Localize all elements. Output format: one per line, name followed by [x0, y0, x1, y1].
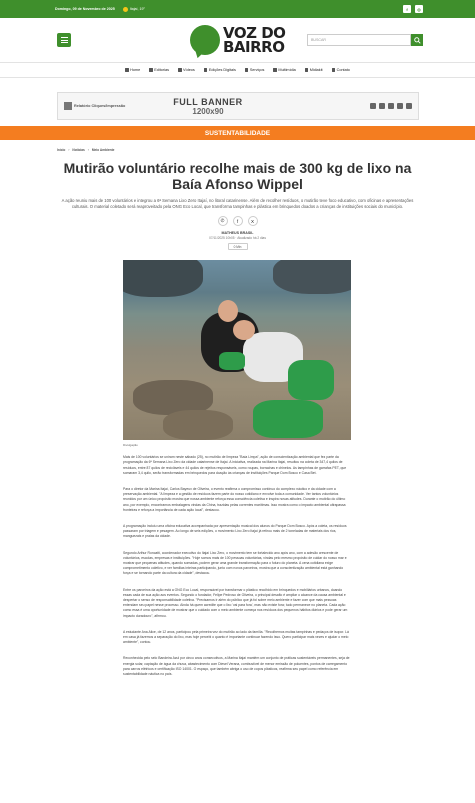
- nav-item-videos[interactable]: [178, 68, 195, 72]
- logo-line-1: VOZ DO: [223, 24, 286, 42]
- search-bar: [307, 34, 423, 46]
- top-bar: [0, 0, 475, 18]
- site-header: [0, 18, 475, 62]
- banner-title: FULL BANNER: [173, 96, 243, 107]
- photo-detail: [123, 260, 203, 297]
- nav-item-servicos[interactable]: [245, 68, 265, 72]
- article-subtitle: A ação reuniu mais de 100 voluntários e integrou a 6ª Semana Lixo Zero Itajaí, no litoral catarinense. Além de recolher resíduos, o mutirão teve foco educativo, com oficinas e apresentações culturais. O material coletado será reaproveitado pela ONG Eco Local, que transforma tampinhas e plástica em brinquedos doados a crianças de instituições sociais do município.: [61, 198, 414, 209]
- mobile-icon: [406, 103, 412, 109]
- play-icon: [178, 68, 182, 72]
- article-paragraph: Segundo Arthur Roncatti, coordenador executivo do Itajaí Lixo Zero, o movimento tem se fortalecido ano após ano, com a adesão crescente de voluntários, escolas, empresas e instituições. "Hoje somos mais de 100 pessoas voluntárias, vindas pelo mesmo propósito de cuidar do nosso mar e mostrar que pequenas atitudes, quando somadas, podem gerar uma grande transformação para o futuro do planeta. A cena cotidiana exige comprometimento coletivo, e ver famílias inteiras participando, junto com novos parceiros, mostra que a conscientização ambiental está ganhando força e se tornando parte da cultura da cidade", destacou.: [123, 550, 347, 576]
- article-photo[interactable]: [123, 260, 351, 440]
- whatsapp-icon[interactable]: ✆: [218, 216, 228, 226]
- nav-item-edicoes[interactable]: [204, 68, 236, 72]
- photo-detail: [163, 410, 233, 440]
- logo-line-2: BAIRRO: [223, 38, 285, 56]
- ad-banner[interactable]: [57, 92, 419, 120]
- hamburger-menu-button[interactable]: [57, 33, 71, 47]
- photo-detail: [219, 352, 245, 370]
- nav-label: Contato: [336, 68, 350, 72]
- article-title: Mutirão voluntário recolhe mais de 300 kg de lixo na Baía Afonso Wippel: [63, 160, 412, 192]
- speech-bubble-icon: [190, 25, 220, 55]
- article-byline: [0, 231, 475, 250]
- publish-date: 07/11/2025 10h05 · Atualizado há 2 dias: [209, 236, 266, 241]
- nav-label: Edições Digitais: [208, 68, 236, 72]
- weather-text: Itajaí, 19°: [129, 7, 145, 11]
- banner-format-icons: [370, 103, 412, 109]
- facebook-icon[interactable]: f: [403, 5, 411, 13]
- article-paragraph: A estudante Ana Alice, de 12 anos, participou pela primeira vez do mutirão ao lado da família. "Recolhemos muitas tampinhas e pedaços de isopor. Lá em casa já fazemos a separação do lixo, mas hoje percebi o quanto é importante continuar fazendo isso. Quero participar mais vezes e ajudar o meio ambiente", contou.: [123, 629, 349, 645]
- nav-label: Home: [130, 68, 141, 72]
- sun-icon: [123, 7, 128, 12]
- menu-line: [61, 40, 68, 41]
- category-bar[interactable]: SUSTENTABILIDADE: [0, 126, 475, 140]
- book-icon: [204, 68, 208, 72]
- author-name[interactable]: MATHEUS BRASIL: [221, 231, 254, 236]
- breadcrumb-news[interactable]: Notícias: [72, 148, 85, 152]
- report-link[interactable]: [64, 102, 125, 110]
- nav-label: Vídeos: [183, 68, 195, 72]
- nav-label: Multimídia: [278, 68, 296, 72]
- weather-widget: [123, 7, 145, 12]
- audio-icon: [397, 103, 403, 109]
- share-buttons: [0, 216, 475, 226]
- article-paragraph: Para o diretor da Marina Itajaí, Carlos Bayeux de Oliveira, o evento reafirma o compromisso contínuo do complexo náutico e da cidade com a preservação ambiental. "A limpeza e a gestão de resíduos fazem parte do nosso cotidiano e envolve toda a comunidade. Ver tantos voluntários reunidos por um único propósito mostra que nossa ambiente reforça essa consciência coletiva e inspira novas atitudes. Durante o mutirão do último ano, por exemplo, encontramos embalagens vindas da China, trazidas pelas correntes marítimas. Isso mostra como o impacto ambiental ultrapassa fronteiras e reforça a importância de cada ação local", destacou.: [123, 487, 346, 512]
- search-icon: [414, 37, 421, 44]
- search-input[interactable]: BUSCAR: [307, 34, 411, 46]
- x-share-icon[interactable]: X: [248, 216, 258, 226]
- instagram-icon[interactable]: ◎: [415, 5, 423, 13]
- phone-icon: [332, 68, 336, 72]
- logo-text: [223, 26, 285, 54]
- social-links: [403, 5, 423, 13]
- nav-item-contato[interactable]: [332, 68, 350, 72]
- breadcrumb-home[interactable]: Início: [57, 148, 66, 152]
- nav-label: Serviços: [249, 68, 265, 72]
- banner-placeholder: [173, 97, 242, 116]
- menu-line: [61, 42, 68, 43]
- video-icon: [379, 103, 385, 109]
- nav-item-multimidia[interactable]: [273, 68, 295, 72]
- breadcrumb-separator: ›: [68, 148, 70, 152]
- article-paragraph: Reconhecida pelo selo Bandeira Azul por cinco anos consecutivos, a Marina Itajaí mantém um conjunto de práticas sustentáveis permanentes, seja de energia solar, captação de água da chuva, abastecimento com Diesel Verana, combustível de menor emissão de poluentes, pontos de carregamento para carros elétricos e certificação ISO 14001. O espaço, que também abriga o uso de copos plásticos, reafirma seu papel como referência em sustentabilidade náutica no país.: [123, 656, 350, 677]
- breadcrumb: [0, 140, 475, 152]
- photo-detail: [253, 400, 323, 438]
- photo-detail: [288, 360, 334, 400]
- home-icon: [125, 68, 129, 72]
- article-paragraph: Entre os parceiros da ação está a ONG Eco Local, responsável por transformar o plástico recolhido em brinquedos e mobiliários urbanos, doando essas cada de sua ação aos eventos. Segundo o fundador, Felipe Pedroso de Oliveira, o principal desafio é ampliar o alcance da causa ambiental e despertar o senso de responsabilidade coletiva. "Precisamos ir além do público que já foi sobre meio ambiente e fazer com que mais pessoas entendam seu papel nesse processo. Ainda há quem acredite que o lixo 'vai para fora', mas não existe fora; tudo permanece no planeta. Cada ação como essa é uma oportunidade de mostrar que o cuidado com o meio ambiente começa nos resíduos dos pequenos hábitos diários e pode gerar um impacto duradouro", afirmou.: [123, 587, 348, 618]
- reading-time-badge: 0 Min: [228, 243, 248, 250]
- nav-label: Editorias: [154, 68, 169, 72]
- nav-item-home[interactable]: [125, 68, 140, 72]
- photo-detail: [273, 260, 351, 294]
- breadcrumb-separator: ›: [87, 148, 89, 152]
- facebook-share-icon[interactable]: f: [233, 216, 243, 226]
- article-paragraph: Mais de 100 voluntários se uniram neste sábado (25), no mutirão de limpeza "Baía Limpa", ação de conscientização ambiental que fez parte da programação da 6ª Semana Lixo Zero da cidade catarinense de Itajaí. A iniciativa, realizada na Marina Itajaí, resultou na coleta de 347,4 quilos de resíduos, entre 87 quilos de recicláveis e 44 quilos de rejeitos responsáveis, como roupas, borrachas e chinelos. As tampinhas de garrafas PET, que somaram 3,4 quilo, serão transformadas em brinquedos para doação às crianças de instituições Parque Dom Bosco e Casa Bet.: [123, 455, 347, 475]
- list-icon: [149, 68, 153, 72]
- banner-size: 1200x90: [192, 106, 224, 116]
- report-label: Relatório Cliques/Impressão: [74, 104, 126, 108]
- article-paragraph: A programação incluiu uma oficina educativa acompanhada por apresentação musical dos alunos do Parque Dom Bosco. Após a coleta, os resíduos passaram por triagem e pesagem. Ao longo de seis edições, o movimento Lixo Zero Itajaí já retirou mais de 2 toneladas de materiais dos rios, manguezais e praias da cidade.: [123, 524, 347, 539]
- main-navigation: [0, 62, 475, 78]
- gear-icon: [245, 68, 249, 72]
- search-button[interactable]: [411, 34, 423, 46]
- media-icon: [273, 68, 277, 72]
- photo-caption: Divulgação: [123, 443, 138, 448]
- article-body: [123, 455, 351, 677]
- breadcrumb-current[interactable]: Meio Ambiente: [91, 148, 115, 152]
- current-date: Domingo, 09 de Novembro de 2025: [55, 7, 115, 11]
- nav-item-midiakit[interactable]: [305, 68, 323, 72]
- code-icon: [388, 103, 394, 109]
- chart-icon: [64, 102, 72, 110]
- nav-label: Midiakit: [309, 68, 323, 72]
- menu-line: [61, 37, 68, 38]
- download-icon: [305, 68, 309, 72]
- nav-item-editorias[interactable]: [149, 68, 169, 72]
- image-icon: [370, 103, 376, 109]
- site-logo[interactable]: [190, 22, 300, 58]
